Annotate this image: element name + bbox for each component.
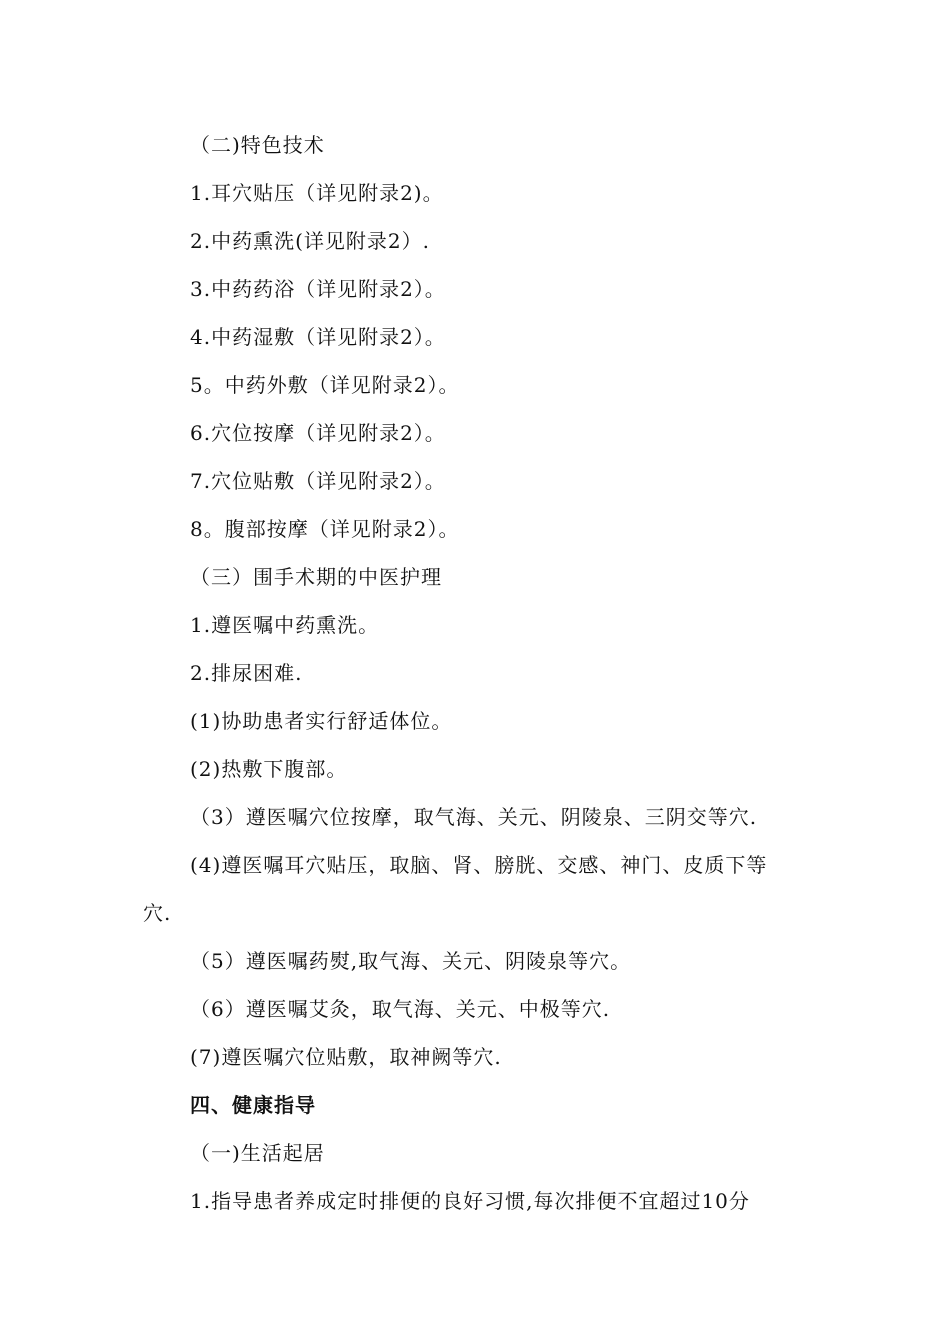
list-item: (1)协助患者实行舒适体位。 xyxy=(190,709,453,733)
list-item: （3）遵医嘱穴位按摩，取气海、关元、阴陵泉、三阴交等穴. xyxy=(190,805,758,829)
list-item: (2)热敷下腹部。 xyxy=(190,757,348,781)
list-item: 3.中药药浴（详见附录2）。 xyxy=(190,277,446,301)
list-item: 2.中药熏洗(详见附录2）. xyxy=(190,229,430,253)
section-heading-special-techniques: （二)特色技术 xyxy=(190,133,325,157)
list-item: 5。中药外敷（详见附录2）。 xyxy=(190,373,460,397)
list-item: 1.遵医嘱中药熏洗。 xyxy=(190,613,380,637)
section-heading-perioperative-care: （三）围手术期的中医护理 xyxy=(190,565,442,589)
section-heading-health-guidance: 四、健康指导 xyxy=(190,1093,316,1117)
list-item: （5）遵医嘱药熨,取气海、关元、阴陵泉等穴。 xyxy=(190,949,632,973)
list-item: 4.中药湿敷（详见附录2）。 xyxy=(190,325,446,349)
list-item: （6）遵医嘱艾灸，取气海、关元、中极等穴. xyxy=(190,997,611,1021)
list-item: 1.指导患者养成定时排便的良好习惯,每次排便不宜超过10分 xyxy=(190,1189,750,1213)
list-item: 2.排尿困难. xyxy=(190,661,303,685)
list-item: 1.耳穴贴压（详见附录2)。 xyxy=(190,181,444,205)
list-item-continuation: 穴. xyxy=(143,901,172,925)
subsection-heading-daily-living: （一)生活起居 xyxy=(190,1141,325,1165)
list-item: 7.穴位贴敷（详见附录2）。 xyxy=(190,469,446,493)
list-item: (7)遵医嘱穴位贴敷，取神阙等穴. xyxy=(190,1045,502,1069)
list-item: 8。腹部按摩（详见附录2）。 xyxy=(190,517,460,541)
list-item: (4)遵医嘱耳穴贴压，取脑、肾、膀胱、交感、神门、皮质下等 xyxy=(190,853,768,877)
list-item: 6.穴位按摩（详见附录2）。 xyxy=(190,421,446,445)
